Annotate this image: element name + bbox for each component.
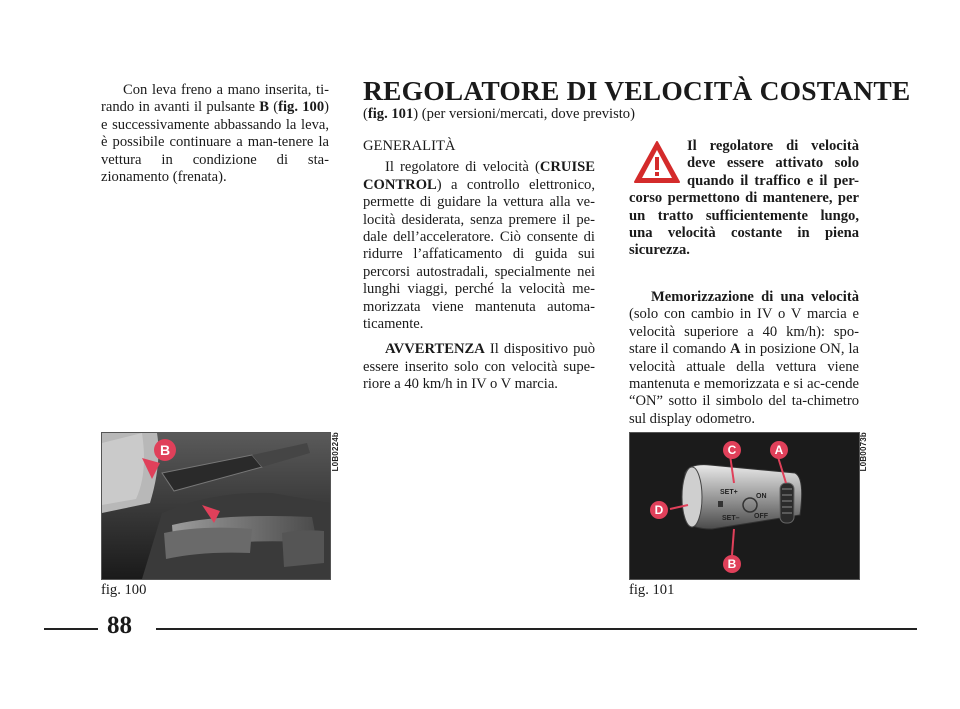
general-heading: GENERALITÀ [363, 138, 456, 154]
memorization-heading: Memorizzazione di una velocità [651, 289, 859, 305]
fig-ref: fig. 100 [278, 99, 325, 116]
warning-text: Il regolatore di velocità deve essere attivato solo quando il traffico e il per-corso permettono di mantenere, per un tratto sufficientemente lungo, una velocità costante in piena sicurezza. [629, 138, 859, 259]
handbrake-text: Con leva freno a mano inserita, ti-rando in avanti il pulsante B (fig. 100) e successivamente abbassando la leva, è possibile continuare a man-tenere la vettura in condizione di sta-zionamento (frenata). [101, 82, 329, 186]
handbrake-illustration [102, 433, 330, 579]
fig-ref: fig. 101 [367, 106, 414, 122]
callout-d: D [650, 501, 668, 519]
warning-triangle-icon [633, 140, 681, 184]
handbrake-photo [101, 432, 331, 580]
memorization-section: Memorizzazione di una velocità (solo con cambio in IV o V marcia e velocità superiore a 40 km/h): spo-stare il comando A in posizione ON, la velocità attuale della vettura viene mantenuta e memorizzata e si ac-cende “ON” sotto il simbolo del ta-chimetro sul display odometro. [629, 289, 859, 427]
footer-rule-right [156, 628, 917, 630]
warning-note: AVVERTENZA Il dispositivo può essere inserito solo con velocità supe-riore a 40 km/h in IV o V marcia. [363, 341, 595, 393]
set-minus-label: SET– [722, 515, 740, 522]
page-number: 88 [107, 612, 132, 639]
intro-paragraph [101, 82, 329, 186]
section-subtitle: (fig. 101) (per versioni/mercati, dove previsto) [363, 106, 635, 122]
figure-caption: fig. 100 [101, 582, 147, 598]
off-label: OFF [754, 513, 768, 520]
general-section [363, 138, 595, 394]
callout-c: C [723, 441, 741, 459]
figure-caption: fig. 101 [629, 582, 675, 598]
general-paragraph: Il regolatore di velocità (CRUISE CONTROL) a controllo elettronico, permette di guidare la vettura alla ve-locità desiderata, senza premere il pe-dale dell’acceleratore. Ciò consente di ridurre l’affaticamento di guida sui percorsi autostradali, specialmente nei lunghi viaggi, perché la velocità me-morizzata viene mantenuta automa-ticamente. [363, 159, 595, 333]
cruise-control-lever-illustration [629, 432, 860, 580]
figure-code: L0B0073b [859, 432, 868, 472]
on-label: ON [756, 493, 767, 500]
figure-code: L0B0224b [331, 432, 340, 472]
warning-block [629, 138, 859, 260]
set-plus-label: SET+ [720, 489, 738, 496]
callout-b: B [723, 555, 741, 573]
callout-b: B [154, 439, 176, 461]
footer-rule-left [44, 628, 98, 630]
button-ref: B [259, 99, 269, 116]
callout-a: A [770, 441, 788, 459]
section-title: REGOLATORE DI VELOCITÀ COSTANTE [363, 75, 911, 106]
